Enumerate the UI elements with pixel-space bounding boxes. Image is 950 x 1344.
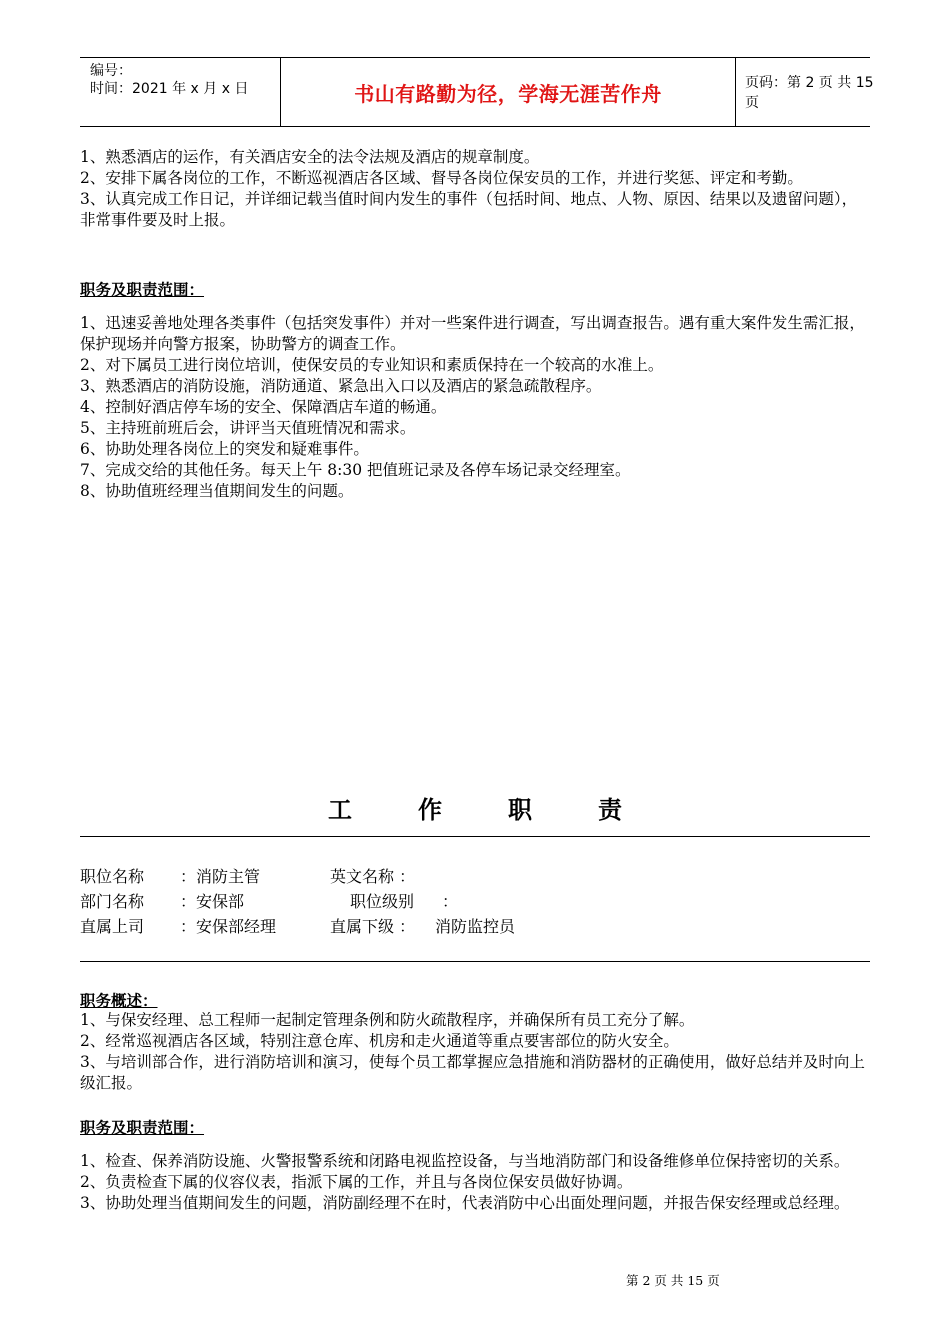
level-value: ：	[442, 892, 459, 911]
divider-bottom	[80, 961, 870, 962]
title-char: 责	[598, 796, 622, 824]
header-time-label: 时间：2021 年 x 月 x 日	[90, 81, 249, 97]
header-page-info: 页码：第 2 页 共 15 页	[745, 75, 874, 111]
subordinate-label: 直属下级 ：	[330, 917, 416, 936]
list-item: 2、安排下属各岗位的工作，不断巡视酒店各区域、督导各岗位保安员的工作，并进行奖惩、评定和考勤。	[80, 169, 803, 187]
position-value: ：消防主管	[180, 867, 261, 886]
header-meta	[80, 58, 280, 126]
page-header	[80, 57, 874, 127]
info-row	[80, 889, 870, 914]
list-item: 8、协助值班经理当值期间发生的问题。	[80, 482, 354, 500]
list-item: 3、协助处理当值期间发生的问题，消防副经理不在时，代表消防中心出面处理问题，并报告保安经理或总经理。	[80, 1194, 850, 1212]
position-info	[80, 864, 870, 939]
section2-list	[80, 313, 870, 502]
list-item: 3、与培训部合作，进行消防培训和演习，使每个员工都掌握应急措施和消防器材的正确使用，做好总结并及时向上级汇报。	[80, 1053, 865, 1092]
section4-list	[80, 1151, 870, 1214]
dept-label: 部门名称	[80, 892, 145, 911]
list-item: 3、认真完成工作日记，并详细记载当值时间内发生的事件（包括时间、地点、人物、原因、结果以及遗留问题），非常事件要及时上报。	[80, 190, 858, 229]
list-item: 6、协助处理各岗位上的突发和疑难事件。	[80, 440, 369, 458]
list-item: 7、完成交给的其他任务。每天上午 8:30 把值班记录及各停车场记录交经理室。	[80, 461, 631, 479]
section1-list	[80, 147, 870, 231]
info-row	[80, 864, 870, 889]
section3-list	[80, 1010, 870, 1094]
section4-heading: 职务及职责范围：	[80, 1119, 205, 1137]
list-item: 2、经常巡视酒店各区域，特别注意仓库、机房和走火通道等重点要害部位的防火安全。	[80, 1032, 679, 1050]
page-footer: 第 2 页 共 15 页	[626, 1273, 720, 1288]
subordinate-value: 消防监控员	[435, 917, 516, 936]
list-item: 5、主持班前班后会，讲评当天值班情况和需求。	[80, 419, 416, 437]
list-item: 1、熟悉酒店的运作，有关酒店安全的法令法规及酒店的规章制度。	[80, 148, 540, 166]
list-item: 2、负责检查下属的仪容仪表，指派下属的工作，并且与各岗位保安员做好协调。	[80, 1173, 633, 1191]
list-item: 2、对下属员工进行岗位培训，使保安员的专业知识和素质保持在一个较高的水准上。	[80, 356, 664, 374]
superior-label: 直属上司	[80, 917, 145, 936]
header-motto: 书山有路勤为径，学海无涯苦作舟	[280, 58, 736, 126]
title-char: 工	[328, 796, 352, 824]
section3-heading: 职务概述：	[80, 992, 158, 1010]
header-number-label: 编号：	[90, 63, 132, 79]
list-item: 1、检查、保养消防设施、火警报警系统和闭路电视监控设备，与当地消防部门和设备维修单位保持密切的关系。	[80, 1152, 850, 1170]
title-char: 职	[508, 796, 532, 824]
divider-top	[80, 836, 870, 837]
section2-heading: 职务及职责范围：	[80, 281, 205, 299]
dept-value: ：安保部	[180, 892, 245, 911]
superior-value: ：安保部经理	[180, 917, 277, 936]
level-label: 职位级别	[350, 892, 415, 911]
list-item: 1、迅速妥善地处理各类事件（包括突发事件）并对一些案件进行调查，写出调查报告。遇有重大案件发生需汇报，保护现场并向警方报案，协助警方的调查工作。	[80, 314, 865, 353]
list-item: 3、熟悉酒店的消防设施，消防通道、紧急出入口以及酒店的紧急疏散程序。	[80, 377, 602, 395]
list-item: 1、与保安经理、总工程师一起制定管理条例和防火疏散程序，并确保所有员工充分了解。	[80, 1011, 695, 1029]
position-label: 职位名称	[80, 867, 145, 886]
document-title	[80, 790, 870, 830]
english-label: 英文名称 ：	[330, 867, 416, 886]
title-char: 作	[418, 796, 442, 824]
info-row	[80, 914, 870, 939]
list-item: 4、控制好酒店停车场的安全、保障酒店车道的畅通。	[80, 398, 447, 416]
